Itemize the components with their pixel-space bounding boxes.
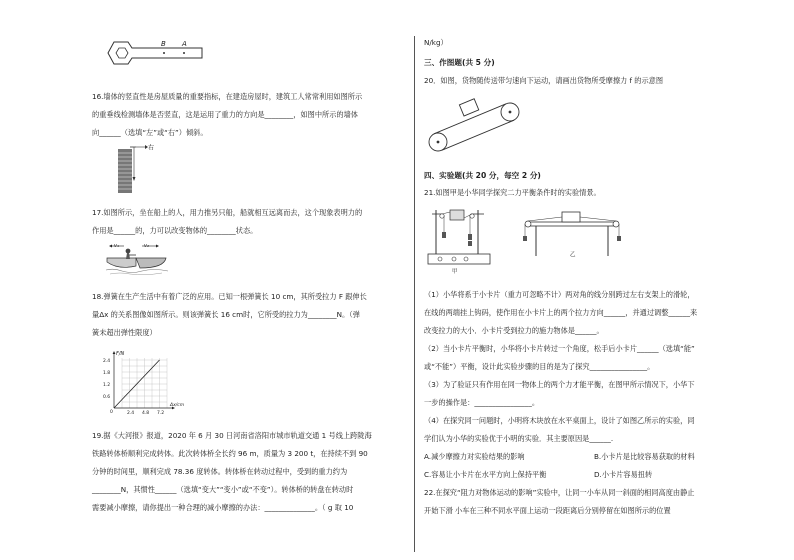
q17-line-2: 作用是______的，力可以改变物体的________状态。 (92, 226, 258, 235)
conveyor-figure (426, 96, 526, 154)
q21-2-line-2: 或“不能”）平衡，设计此实验步骤的目的是为了探究________________。 (424, 362, 655, 371)
q21-4-line-2: 学们认为小华的实验优于小明的实验．其主要原因是______. (424, 434, 614, 443)
q16-line-3: 向______（选填“左”或“右”）倾斜。 (92, 128, 208, 137)
graph-x-tick-1: 2.4 (127, 411, 135, 416)
q19-line-4: ________N，其惯性______（选填“变大”“变小”或“不变”）。转体桥的转盘在转动时 (92, 485, 354, 494)
plumb-wall-figure (116, 141, 156, 195)
boat-v2-label: v₂ (144, 243, 149, 249)
graph-y-tick-1: 2.4 (103, 359, 111, 364)
column-divider (414, 36, 415, 552)
wrench-figure (106, 38, 206, 68)
plumb-right-label: 右 (148, 144, 155, 152)
section-4-title: 四、实验题(共 20 分，每空 2 分) (424, 171, 541, 180)
q21-3-line-1: （3）为了验证只有作用在同一物体上的两个力才能平衡，在图甲所示情况下，小华下 (424, 380, 695, 389)
wrench-label-a: A (182, 40, 187, 48)
q19-line-1: 19.据《大河报》报道，2020 年 6 月 30 日河南省洛阳市城市轨道交通 1 号线上跨陇海 (92, 431, 372, 440)
q18-line-3: 簧未超出弹性限度） (92, 328, 157, 337)
q21-intro: 21.如图甲是小华同学探究二力平衡条件时的实验情景。 (424, 188, 601, 197)
experiment-figure-jia (426, 200, 498, 274)
figure-jia-label: 甲 (452, 269, 458, 275)
q16-line-2: 的重垂线检测墙体是否竖直，这是运用了重力的方向是________，如图中所示的墙体 (92, 110, 358, 119)
q21-3-line-2: 一步的操作是：________________。 (424, 398, 540, 407)
option-a: A.减少摩擦力对实验结果的影响 (424, 452, 525, 461)
q18-line-1: 18.弹簧在生产生活中有着广泛的应用。已知一根弹簧长 10 cm，其所受拉力 F 跟伸长 (92, 292, 367, 301)
boats-figure (106, 240, 172, 276)
q17-line-1: 17.如图所示，坐在船上的人，用力推另只船，船就相互远离而去，这个现象表明力的 (92, 208, 363, 217)
q21-1-line-1: （1）小华将系于小卡片（重力可忽略不计）两对角的线分别跨过左右支架上的滑轮， (424, 290, 695, 299)
q21-1-line-2: 在线的两端挂上钩码，使作用在小卡片上的两个拉力方向______，并通过调整______来 (424, 308, 698, 317)
experiment-figure-yi (518, 206, 628, 260)
q16-line-1: 16.墙体的竖直性是房屋质量的重要指标，在建造房屋时，建筑工人常常利用如图所示 (92, 92, 363, 101)
q21-1-line-3: 改变拉力的大小．小卡片受到拉力的施力物体是______。 (424, 326, 604, 335)
graph-origin: 0 (110, 410, 113, 415)
q22-line-2: 开始下滑 小车在三种不同水平面上运动一段距离后分别停留在如图所示的位置 (424, 506, 671, 515)
figure-yi-label: 乙 (570, 252, 576, 258)
q21-2-line-1: （2）当小卡片平衡时，小华将小卡片转过一个角度，松手后小卡片______（选填“能” (424, 344, 695, 353)
spring-graph (102, 350, 185, 416)
graph-y-tick-4: 0.6 (103, 395, 111, 400)
graph-y-tick-2: 1.8 (103, 371, 111, 376)
q21-4-line-1: （4）在探究同一问题时，小明将木块放在水平桌面上，设计了如图乙所示的实验，同 (424, 416, 695, 425)
q19-line-3: 分钟的时间里，顺利完成 78.36 度转体。转体桥在转动过程中，受到的重力约为 (92, 467, 348, 476)
right-column (424, 0, 742, 560)
graph-x-tick-3: 7.2 (157, 411, 165, 416)
graph-y-tick-3: 1.2 (103, 383, 111, 388)
graph-y-label: F/N (116, 351, 125, 357)
boat-v1-label: v₁ (114, 243, 119, 249)
q18-line-2: 量Δx 的关系图像如图所示。则该弹簧长 16 cm时，它所受的拉力为________N。（弹 (92, 310, 360, 319)
left-column (92, 0, 410, 560)
q22-line-1: 22.在探究“阻力对物体运动的影响”实验中，让同一小车从同一斜面的相同高度由静止 (424, 488, 695, 497)
graph-x-label: Δx/cm (170, 403, 185, 408)
wrench-label-b: B (161, 40, 166, 48)
option-c: C.容易让小卡片在水平方向上保持平衡 (424, 470, 547, 479)
q19-continuation: N/kg） (424, 38, 448, 47)
graph-x-tick-2: 4.8 (142, 411, 150, 416)
q19-line-5: 需要减小摩擦，请你提出一种合理的减小摩擦的办法：______________。（ g 取 10 (92, 503, 354, 512)
q19-line-2: 铁路转体桥顺利完成转体。此次转体桥全长约 96 m，质量为 3 200 t，在持续不到 90 (92, 449, 368, 458)
section-3-title: 三、作图题(共 5 分) (424, 58, 495, 67)
option-b: B.小卡片是比较容易获取的材料 (594, 452, 695, 461)
option-d: D.小卡片容易扭转 (594, 470, 653, 479)
q20-text: 20．如图，货物随传送带匀速向下运动，请画出货物所受摩擦力 f 的示意图 (424, 76, 664, 85)
